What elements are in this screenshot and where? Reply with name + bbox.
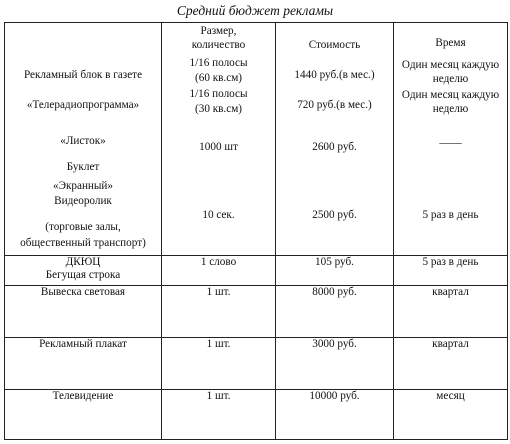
- ad-type-listok: «Листок»: [60, 135, 106, 147]
- header-quantity: количество: [191, 39, 246, 51]
- size-cell: [162, 23, 276, 256]
- row-name-b: Бегущая строка: [45, 268, 121, 281]
- table-row: [5, 286, 508, 338]
- size-booklet: 1000 шт: [199, 141, 238, 153]
- ad-type-ekranny: «Экранный»: [52, 180, 114, 192]
- table-row: [5, 256, 508, 286]
- time-teleradio-2: неделю: [432, 103, 469, 115]
- cost-video: 2500 руб.: [312, 209, 357, 221]
- header-time: Время: [435, 37, 466, 49]
- header-cost: Стоимость: [308, 39, 361, 51]
- size-newspaper: 1/16 полосы: [189, 57, 248, 69]
- row-size: 1 шт.: [162, 390, 276, 440]
- row-size: 1 шт.: [162, 286, 276, 338]
- row-time: месяц: [394, 390, 508, 440]
- time-video: 5 раз в день: [422, 209, 479, 221]
- ad-type-booklet: Буклет: [66, 161, 100, 173]
- time-cell: [394, 23, 508, 256]
- row-name: Вывеска световая: [5, 286, 162, 338]
- row-name-a: ДКЮЦ: [65, 256, 101, 268]
- row-size: 1 слово: [162, 256, 276, 286]
- size-teleradio: 1/16 полосы: [189, 88, 248, 100]
- ad-types-cell: [5, 23, 162, 256]
- row-name: [5, 256, 162, 286]
- row-cost: 3000 руб.: [276, 338, 394, 390]
- time-teleradio: Один месяц каждую: [401, 89, 500, 101]
- ad-type-video: Видеоролик: [54, 195, 112, 207]
- table-row: [5, 23, 508, 256]
- row-cost: 105 руб.: [276, 256, 394, 286]
- row-cost: 8000 руб.: [276, 286, 394, 338]
- cost-teleradio: 720 руб.(в мес.): [297, 99, 372, 111]
- row-name: Рекламный плакат: [5, 338, 162, 390]
- ad-type-teleradio: «Телерадиопрограмма»: [26, 99, 140, 111]
- row-cost: 10000 руб.: [276, 390, 394, 440]
- budget-table: [4, 22, 508, 440]
- time-newspaper: Один месяц каждую: [401, 59, 500, 71]
- ad-type-video-note2: общественный транспорт): [20, 237, 146, 249]
- row-time: 5 раз в день: [394, 256, 508, 286]
- ad-type-newspaper: Рекламный блок в газете: [23, 69, 143, 81]
- size-teleradio-area: (30 кв.см): [195, 103, 242, 115]
- cost-newspaper: 1440 руб.(в мес.): [294, 69, 375, 81]
- cost-cell: [276, 23, 394, 256]
- row-name: Телевидение: [5, 390, 162, 440]
- page-title: Средний бюджет рекламы: [176, 3, 334, 18]
- row-time: квартал: [394, 338, 508, 390]
- size-video: 10 сек.: [202, 209, 235, 221]
- table-row: [5, 390, 508, 440]
- row-size: 1 шт.: [162, 338, 276, 390]
- row-time: квартал: [394, 286, 508, 338]
- cost-booklet: 2600 руб.: [312, 141, 357, 153]
- header-size: Размер,: [200, 25, 237, 37]
- time-booklet: ——: [439, 137, 462, 149]
- time-newspaper-2: неделю: [432, 73, 469, 85]
- table-row: [5, 338, 508, 390]
- ad-type-video-note1: (торговые залы,: [45, 221, 121, 233]
- size-newspaper-area: (60 кв.см): [195, 72, 242, 84]
